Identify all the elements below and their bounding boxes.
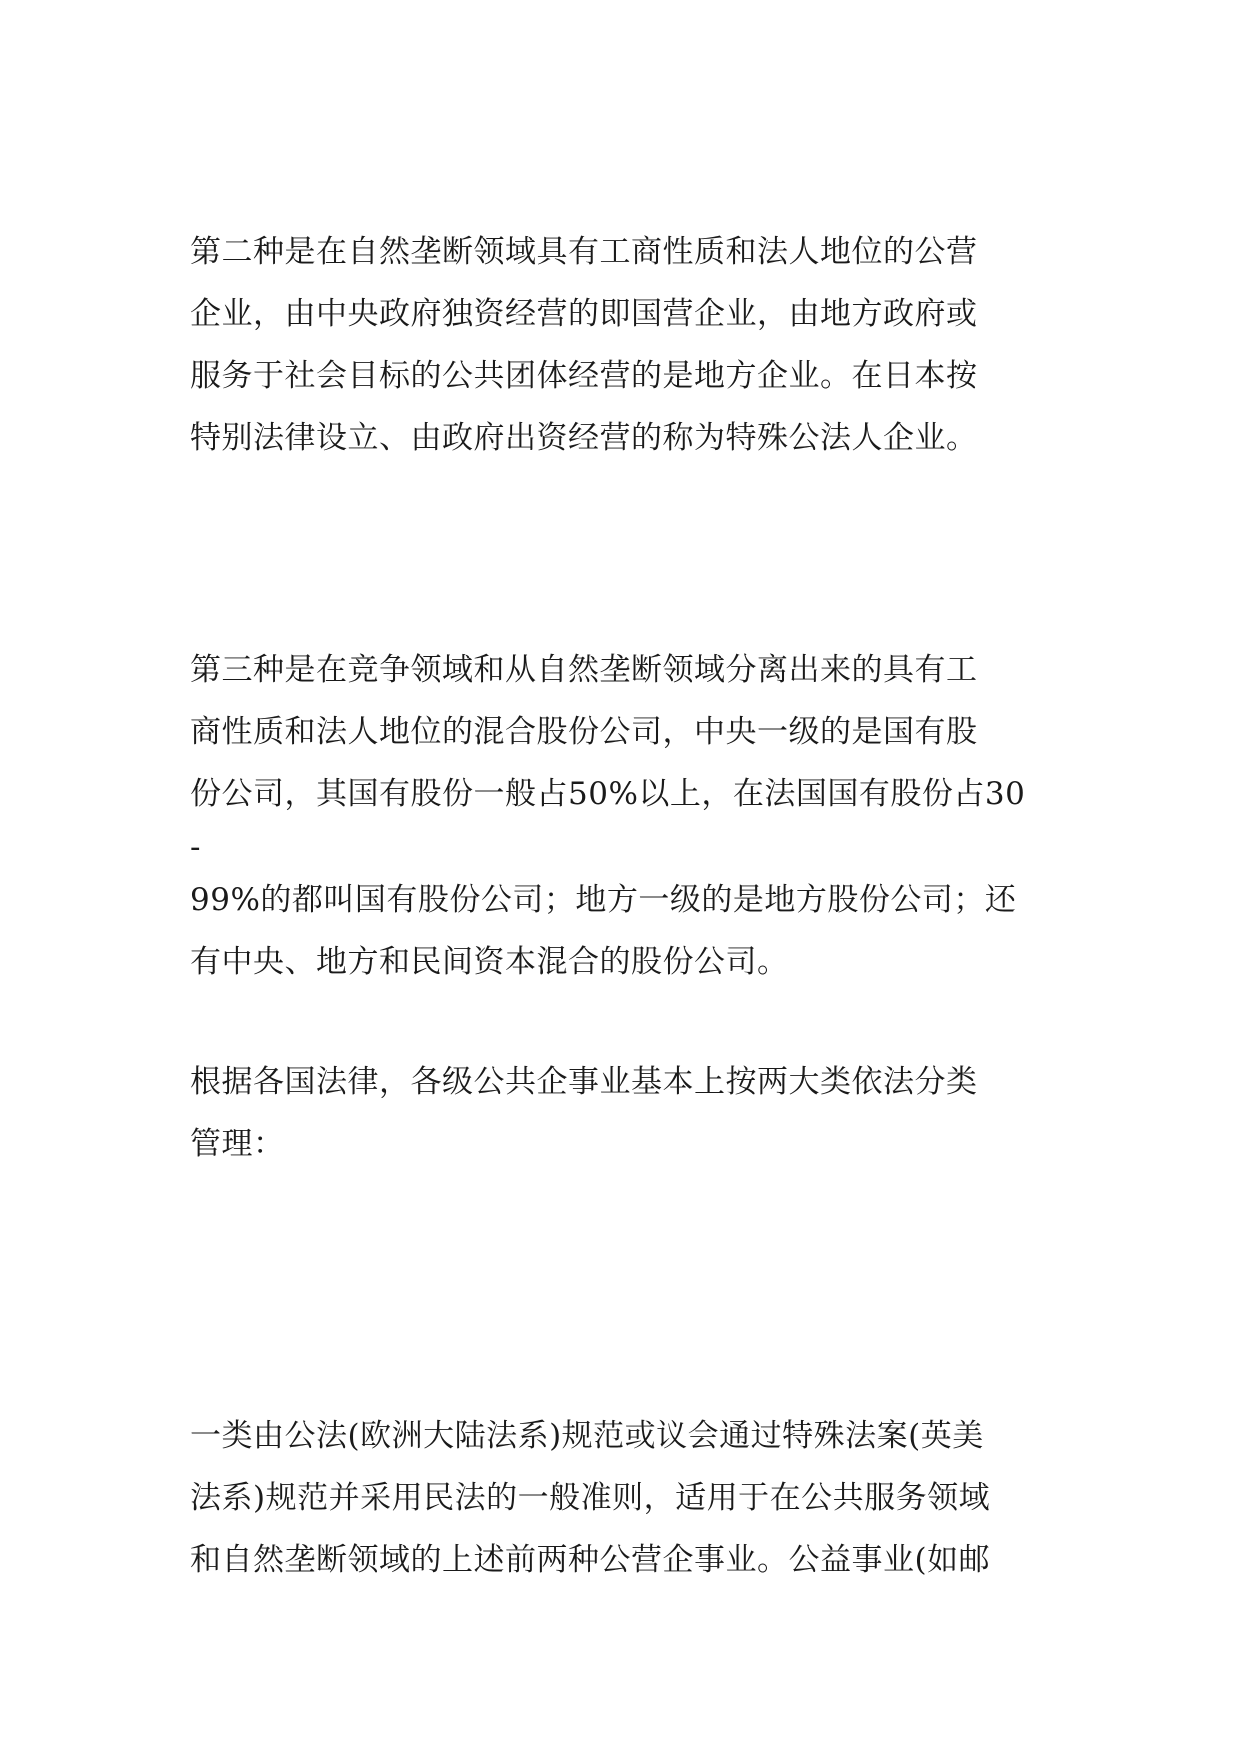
- text-line: 一类由公法(欧洲大陆法系)规范或议会通过特殊法案(英美: [190, 1418, 984, 1454]
- text-line: 根据各国法律，各级公共企事业基本上按两大类依法分类: [190, 1064, 978, 1100]
- text-line: 特别法律设立、由政府出资经营的称为特殊公法人企业。: [190, 420, 978, 456]
- text-line: 服务于社会目标的公共团体经营的是地方企业。在日本按: [190, 358, 978, 394]
- paragraph-third-type: [190, 639, 1070, 993]
- text-line: 第二种是在自然垄断领域具有工商性质和法人地位的公营: [190, 234, 978, 270]
- text-line: 管理：: [190, 1126, 285, 1162]
- paragraph-classification: [190, 1051, 1070, 1175]
- text-line: 商性质和法人地位的混合股份公司，中央一级的是国有股: [190, 714, 978, 750]
- paragraph-second-type: [190, 221, 1070, 469]
- text-line: 99%的都叫国有股份公司；地方一级的是地方股份公司；还: [190, 882, 1017, 918]
- text-line: 法系)规范并采用民法的一般准则，适用于在公共服务领域: [190, 1480, 991, 1516]
- text-line: 有中央、地方和民间资本混合的股份公司。: [190, 944, 789, 980]
- text-line: 企业，由中央政府独资经营的即国营企业，由地方政府或: [190, 296, 978, 332]
- text-line: 和自然垄断领域的上述前两种公营企事业。公益事业(如邮: [190, 1542, 991, 1578]
- paragraph-first-category: [190, 1405, 1070, 1591]
- text-line: 份公司，其国有股份一般占50%以上，在法国国有股份占30: [190, 776, 1026, 812]
- text-line: -: [190, 829, 201, 865]
- text-line: 第三种是在竞争领域和从自然垄断领域分离出来的具有工: [190, 652, 978, 688]
